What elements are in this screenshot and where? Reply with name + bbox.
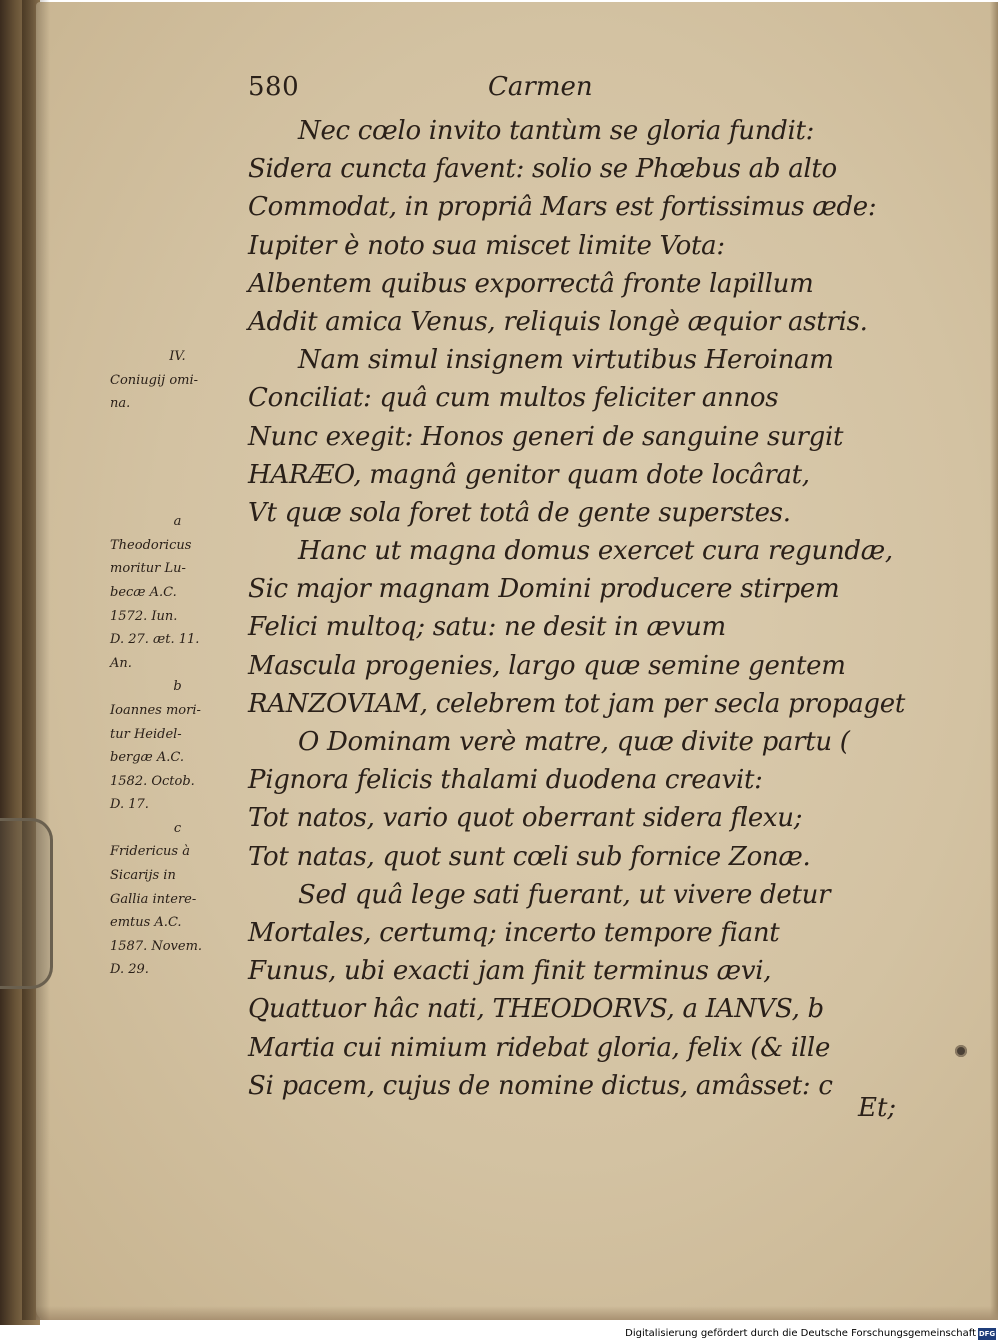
sidenote-line: [110, 439, 245, 463]
verse-line: O Dominam verè matre, quæ divite partu (: [298, 727, 850, 757]
sidenote-line: Sicarijs in: [110, 868, 176, 884]
verse-line: Conciliat: quâ cum multos feliciter annos: [248, 383, 779, 414]
sidenote-line: emtus A.C.: [110, 915, 182, 931]
sidenote-line: 1587. Novem.: [110, 938, 203, 954]
sidenote-line: An.: [110, 655, 132, 671]
page-header: [248, 72, 888, 112]
verse-line: Addit amica Venus, reliquis longè æquior astris.: [248, 306, 868, 337]
sidenote-line: becæ A.C.: [110, 584, 177, 600]
sidenote-line: [110, 463, 245, 487]
verse-text: [248, 112, 928, 1105]
sidenote-line: D. 27. æt. 11.: [110, 632, 200, 648]
verse-line: Mascula progenies, largo quæ semine gentem: [248, 650, 846, 681]
sidenote-line: Fridericus à: [110, 844, 190, 860]
catchword: Et;: [858, 1093, 897, 1123]
sidenote-line: a: [173, 514, 182, 530]
verse-line: Tot natos, vario quot oberrant sidera flexu;: [248, 803, 803, 834]
sidenote-line: na.: [110, 396, 131, 412]
funding-notice: Digitalisierung gefördert durch die Deutsche Forschungsgemeinschaft: [625, 1328, 976, 1339]
verse-line: Albentem quibus exporrectâ fronte lapillum: [248, 268, 814, 299]
sidenote-line: [110, 487, 245, 511]
verse-line: RANZOVIAM, celebrem tot jam per secla propaget: [248, 688, 905, 719]
verse-line: Nunc exegit: Honos generi de sanguine surgit: [248, 421, 844, 452]
sidenote-line: D. 17.: [110, 797, 149, 813]
sidenote-line: D. 29.: [110, 962, 149, 978]
verse-line: Tot natas, quot sunt cœli sub fornice Zonæ.: [248, 841, 811, 872]
sidenote-line: moritur Lu-: [110, 561, 186, 577]
verse-line: Nam simul insignem virtutibus Heroinam: [298, 345, 834, 376]
verse-line: Vt quæ sola foret totâ de gente superstes.: [248, 497, 791, 528]
running-title: Carmen: [488, 72, 593, 102]
sidenote-line: [110, 416, 245, 440]
sidenote-line: b: [173, 679, 182, 695]
verse-line: Hanc ut magna domus exercet cura regundæ,: [298, 536, 893, 567]
paper-hole: [955, 1045, 967, 1057]
footer-bar: [0, 1325, 1000, 1343]
sidenote-line: 1572. Iun.: [110, 608, 178, 624]
verse-line: Nec cœlo invito tantùm se gloria fundit:: [298, 116, 815, 146]
verse-line: HARÆO, magnâ genitor quam dote locârat,: [248, 459, 810, 490]
sidenote-line: c: [173, 820, 182, 836]
verse-line: Martia cui nimium ridebat gloria, felix (& ille: [248, 1032, 831, 1063]
sidenote-line: tur Heidel-: [110, 726, 182, 742]
verse-line: Sidera cuncta favent: solio se Phœbus ab alto: [248, 154, 837, 185]
sidenote-line: Theodoricus: [110, 537, 192, 553]
page-clip: [0, 818, 53, 989]
verse-line: Funus, ubi exacti jam finit terminus ævi,: [248, 956, 772, 987]
sidenote-line: Ioannes mori-: [110, 702, 201, 718]
dfg-logo: DFG: [978, 1330, 996, 1338]
page-number: 580: [248, 72, 300, 102]
verse-line: Felici multoq; satu: ne desit in ævum: [248, 612, 726, 643]
marginal-notes: [110, 345, 245, 982]
verse-line: Commodat, in propriâ Mars est fortissimus æde:: [248, 192, 877, 223]
sidenote-line: Gallia intere-: [110, 891, 197, 907]
sidenote-line: Coniugij omi-: [110, 372, 199, 388]
verse-line: Mortales, certumq; incerto tempore fiant: [248, 917, 780, 948]
verse-line: Si pacem, cujus de nomine dictus, amâsset: c: [248, 1070, 833, 1101]
verse-line: Sed quâ lege sati fuerant, ut vivere detur: [298, 879, 831, 910]
verse-line: Quattuor hâc nati, THEODORVS, a IANVS, b: [248, 994, 824, 1025]
sidenote-line: 1582. Octob.: [110, 773, 195, 789]
verse-line: Pignora felicis thalami duodena creavit:: [248, 765, 763, 796]
sidenote-line: bergæ A.C.: [110, 750, 185, 766]
page-bottom-shadow: [36, 1306, 998, 1320]
verse-line: Iupiter è noto sua miscet limite Vota:: [248, 230, 725, 261]
verse-line: Sic major magnam Domini producere stirpem: [248, 574, 840, 605]
spine-shadow: [22, 0, 50, 1320]
page-edge-shadow: [990, 2, 998, 1320]
sidenote-line: IV.: [169, 349, 186, 364]
